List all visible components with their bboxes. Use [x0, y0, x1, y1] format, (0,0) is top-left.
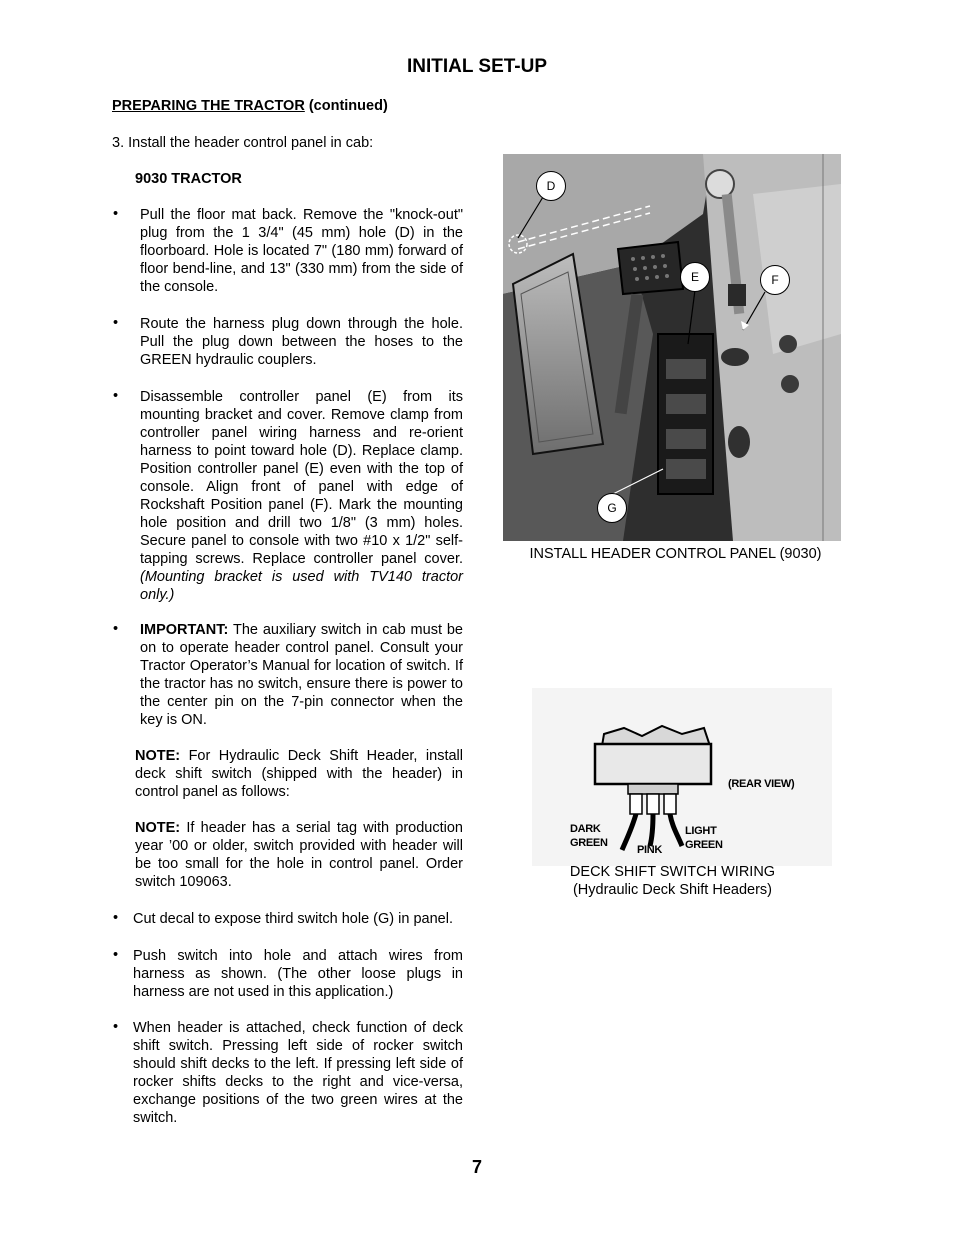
callout-d: D [536, 171, 566, 201]
rear-view-label: (REAR VIEW) [728, 778, 795, 790]
callout-e: E [680, 262, 710, 292]
callout-g: G [597, 493, 627, 523]
note-text: If header has a serial tag with production year ’00 or older, switch provided with header will be too small for the hole in control panel. Order switch 109063. [135, 820, 463, 890]
step-3: 3. Install the header control panel in cab: [112, 135, 374, 151]
bullet-marker: • [113, 910, 119, 926]
bullet-marker: • [113, 947, 119, 963]
subheading-9030: 9030 TRACTOR [135, 171, 242, 187]
bullet-disassemble-text: Disassemble controller panel (E) from its mounting bracket and cover. Remove clamp from controller panel wiring harness and re-orient harness to point toward hole (D). Replace clamp. Position controller panel (E) even with the top of console. Align front of panel with edge of Rockshaft Position panel (F). Mark the mounting hole position and drill two 1/8" (3 mm) holes. Secure panel to console with two #10 x 1/2" self-tapping screws. Replace controller panel cover. [140, 389, 463, 567]
switch-caption-line1: DECK SHIFT SWITCH WIRING [569, 864, 776, 880]
note-deck-shift [135, 747, 463, 801]
bullet-cut-decal: Cut decal to expose third switch hole (G) in panel. [133, 911, 453, 927]
important-label: IMPORTANT: [140, 622, 229, 638]
bullet-floor-mat: Pull the floor mat back. Remove the "knock-out" plug from the 1 3/4" (45 mm) hole (D) in the floorboard. Hole is located 7" (180 mm) forward of floor bend-line, and 13" (330 mm) from the side of the console. [140, 207, 463, 295]
bullet-check-function: When header is attached, check function of deck shift switch. Pressing left side of rocker switch should shift decks to the left. If pressing left side of rocker shifts decks to the right and vice-versa, exchange positions of the two green wires at the switch. [133, 1020, 463, 1126]
wire-label-light-green: GREEN [685, 839, 723, 851]
note-serial-tag [135, 819, 463, 891]
wire-label-dark-green: GREEN [570, 837, 608, 849]
note-label: NOTE: [135, 748, 181, 764]
switch-caption-line2: (Hydraulic Deck Shift Headers) [572, 882, 773, 898]
bullet-marker: • [113, 315, 119, 331]
wire-label-pink: PINK [637, 844, 663, 856]
bullet-push-switch: Push switch into hole and attach wires from harness as shown. (The other loose plugs in harness are not used in this application.) [133, 948, 463, 1000]
important-text: The auxiliary switch in cab must be on to operate header control panel. Consult your Tractor Operator’s Manual for location of switch. If the tractor has no switch, ensure there is power to the center pin on the 7-pin connector when the key is ON. [140, 622, 463, 728]
wire-label-light: LIGHT [685, 825, 717, 837]
callout-f: F [760, 265, 790, 295]
note-label: NOTE: [135, 820, 181, 836]
bullet-important [140, 621, 463, 729]
photo-caption: INSTALL HEADER CONTROL PANEL (9030) [529, 546, 822, 562]
page-number: 7 [471, 1157, 482, 1177]
bullet-disassemble-italic: (Mounting bracket is used with TV140 tractor only.) [140, 569, 463, 603]
section-heading-underlined: PREPARING THE TRACTOR [112, 98, 305, 114]
tractor-console-photo [503, 154, 841, 541]
bullet-marker: • [113, 388, 119, 404]
bullet-marker: • [113, 1019, 119, 1035]
bullet-disassemble-panel [140, 388, 463, 604]
bullet-route-harness: Route the harness plug down through the hole. Pull the plug down between the hoses to the GREEN hydraulic couplers. [140, 316, 463, 368]
note-text: For Hydraulic Deck Shift Header, install deck shift switch (shipped with the header) in control panel as follows: [135, 748, 463, 800]
bullet-marker: • [113, 206, 119, 222]
bullet-marker: • [113, 621, 119, 637]
tractor-console-illustration [503, 154, 841, 541]
switch-wiring-diagram [532, 688, 832, 866]
section-heading-suffix: (continued) [304, 98, 388, 114]
wire-label-dark: DARK [570, 823, 601, 835]
section-heading [112, 98, 388, 114]
page-title: INITIAL SET-UP [406, 56, 548, 77]
